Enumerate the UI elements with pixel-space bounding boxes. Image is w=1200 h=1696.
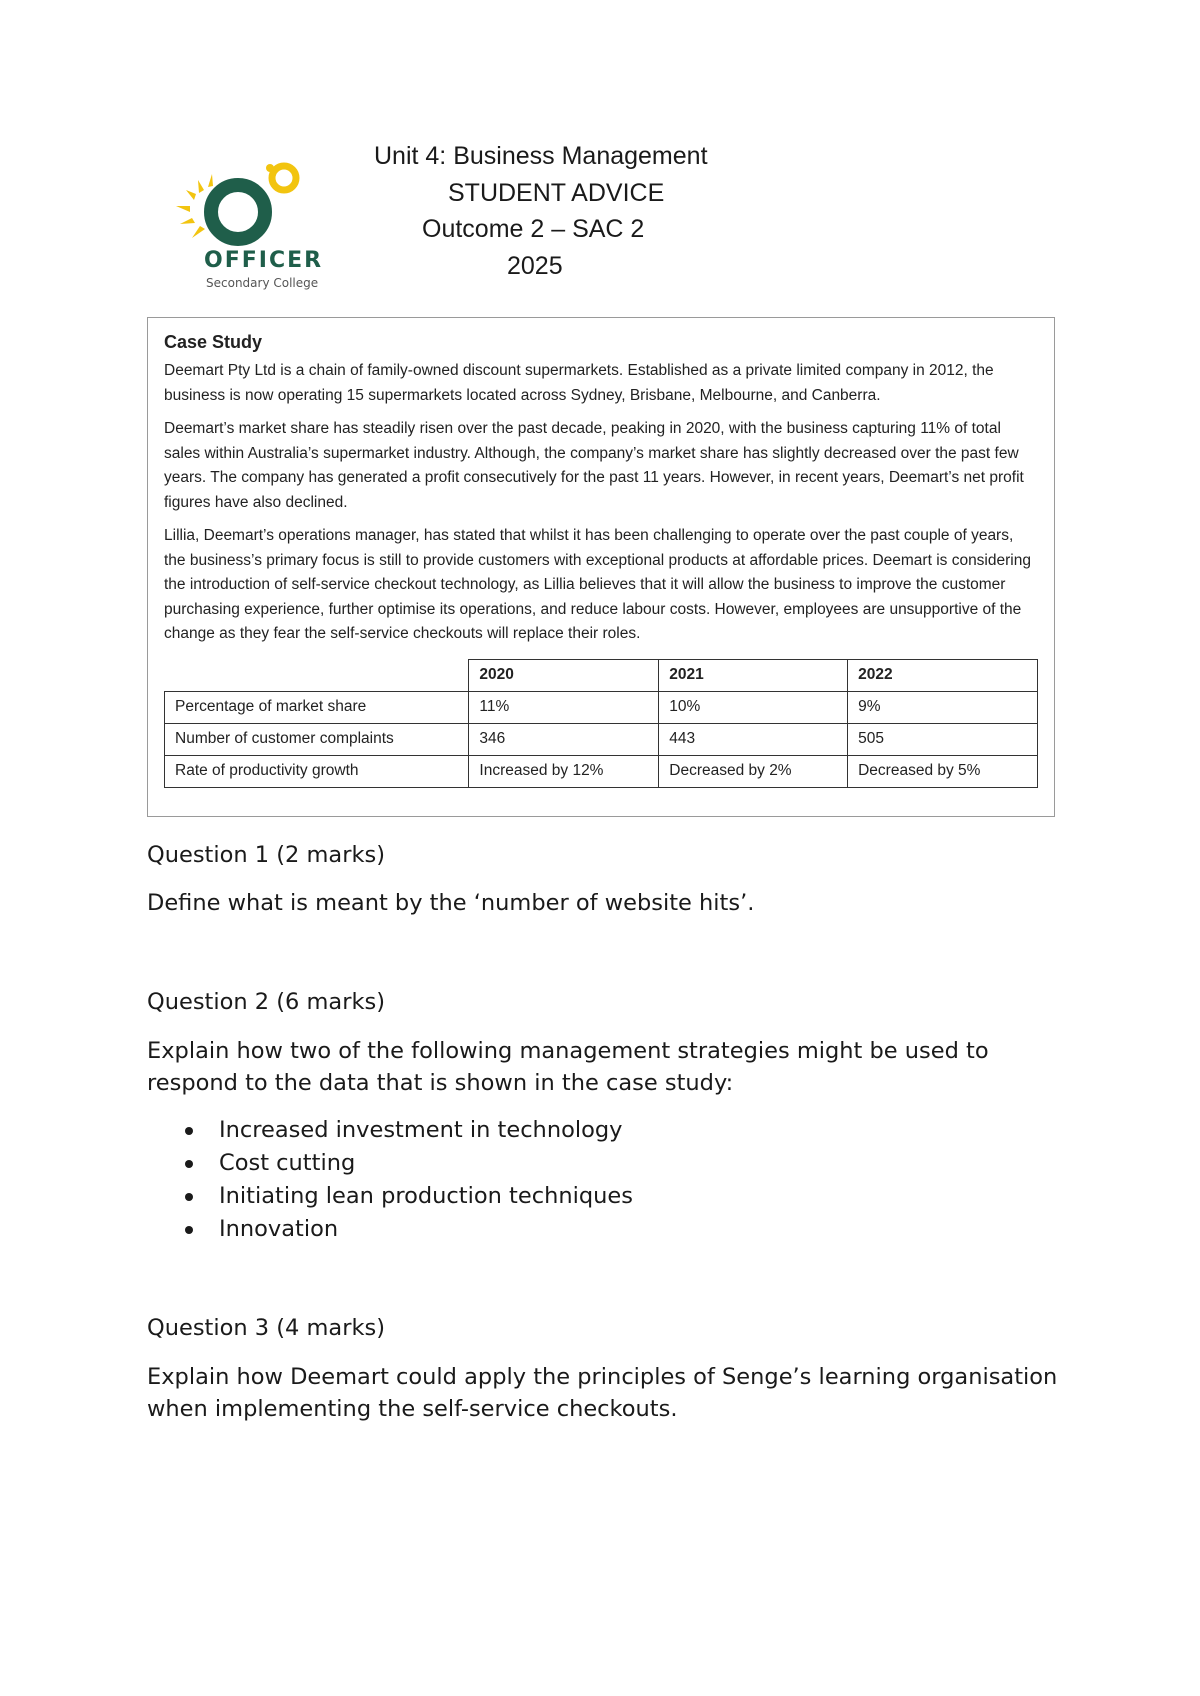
- list-item-text: Increased investment in technology: [219, 1117, 623, 1143]
- question-title: Question 3 (4 marks): [147, 1315, 385, 1341]
- case-study-title: Case Study: [164, 332, 263, 352]
- table-cell: 505: [848, 723, 1038, 755]
- table-cell: Increased by 12%: [469, 755, 659, 787]
- table-row: [165, 723, 1038, 755]
- table-header-cell: 2020: [469, 659, 659, 691]
- table-header-cell: 2022: [848, 659, 1038, 691]
- table-cell: 346: [469, 723, 659, 755]
- table-cell: 443: [659, 723, 848, 755]
- question-body: Explain how two of the following management strategies might be used to respond to the data that is shown in the case study:: [147, 1038, 989, 1096]
- case-study-paragraph: Deemart’s market share has steadily risen over the past decade, peaking in 2020, with the business capturing 11% of total sales within Australia’s supermarket industry. Although, the company’s market share has slightly decreased over the past few years. The company has generated a profit consecutively for the past 11 years. However, in recent years, Deemart’s net profit figures have also declined.: [164, 420, 1024, 511]
- table-blank-cell: [165, 659, 469, 691]
- school-logo: [172, 160, 332, 296]
- table-header-row: [165, 659, 1038, 691]
- bullet-icon: [185, 1127, 193, 1135]
- list-item-text: Cost cutting: [219, 1150, 356, 1176]
- question-title: Question 2 (6 marks): [147, 989, 385, 1015]
- table-cell: 11%: [469, 691, 659, 723]
- unit-title: Unit 4: Business Management: [374, 142, 708, 170]
- list-item: [147, 1147, 1067, 1180]
- table-row-label: Percentage of market share: [165, 691, 469, 723]
- list-item-text: Innovation: [219, 1216, 339, 1242]
- question-title: Question 1 (2 marks): [147, 842, 385, 868]
- question-3: [147, 1312, 1067, 1425]
- logo-sun-ring-icon: [172, 160, 332, 260]
- case-study-table: [164, 659, 1038, 788]
- bullet-icon: [185, 1226, 193, 1234]
- list-item-text: Initiating lean production techniques: [219, 1183, 633, 1209]
- case-study-paragraph: Lillia, Deemart’s operations manager, has stated that whilst it has been challenging to operate over the past couple of years, the business’s primary focus is still to provide customers with exceptional products at affordable prices. Deemart is considering the introduction of self-service checkout technology, as Lillia believes that it will allow the business to improve the customer purchasing experience, further optimise its operations, and reduce labour costs. However, employees are unsupportive of the change as they fear the self-service checkouts will replace their roles.: [164, 527, 1031, 642]
- table-row-label: Number of customer complaints: [165, 723, 469, 755]
- table-cell: 9%: [848, 691, 1038, 723]
- list-item: [147, 1213, 1067, 1246]
- bullet-icon: [185, 1193, 193, 1201]
- logo-name: OFFICER: [204, 248, 324, 273]
- document-header: [350, 138, 790, 284]
- year-title: 2025: [507, 251, 563, 280]
- list-item: [147, 1180, 1067, 1213]
- table-row: [165, 691, 1038, 723]
- outcome-title: Outcome 2 – SAC 2: [422, 215, 645, 243]
- table-header-cell: 2021: [659, 659, 848, 691]
- strategy-list: [147, 1114, 1067, 1246]
- advice-title: STUDENT ADVICE: [448, 178, 665, 207]
- list-item: [147, 1114, 1067, 1147]
- question-body: Define what is meant by the ‘number of website hits’.: [147, 890, 755, 916]
- question-1: [147, 839, 1067, 919]
- table-cell: 10%: [659, 691, 848, 723]
- question-2: [147, 986, 1067, 1246]
- bullet-icon: [185, 1160, 193, 1168]
- question-body: Explain how Deemart could apply the principles of Senge’s learning organisation when implementing the self-service checkouts.: [147, 1364, 1058, 1422]
- case-study-paragraph: Deemart Pty Ltd is a chain of family-owned discount supermarkets. Established as a private limited company in 2012, the business is now operating 15 supermarkets located across Sydney, Brisbane, Melbourne, and Canberra.: [164, 362, 994, 404]
- table-cell: Decreased by 5%: [848, 755, 1038, 787]
- logo-subtitle: Secondary College: [206, 276, 319, 290]
- table-row-label: Rate of productivity growth: [165, 755, 469, 787]
- case-study-box: [147, 317, 1055, 817]
- table-row: [165, 755, 1038, 787]
- table-cell: Decreased by 2%: [659, 755, 848, 787]
